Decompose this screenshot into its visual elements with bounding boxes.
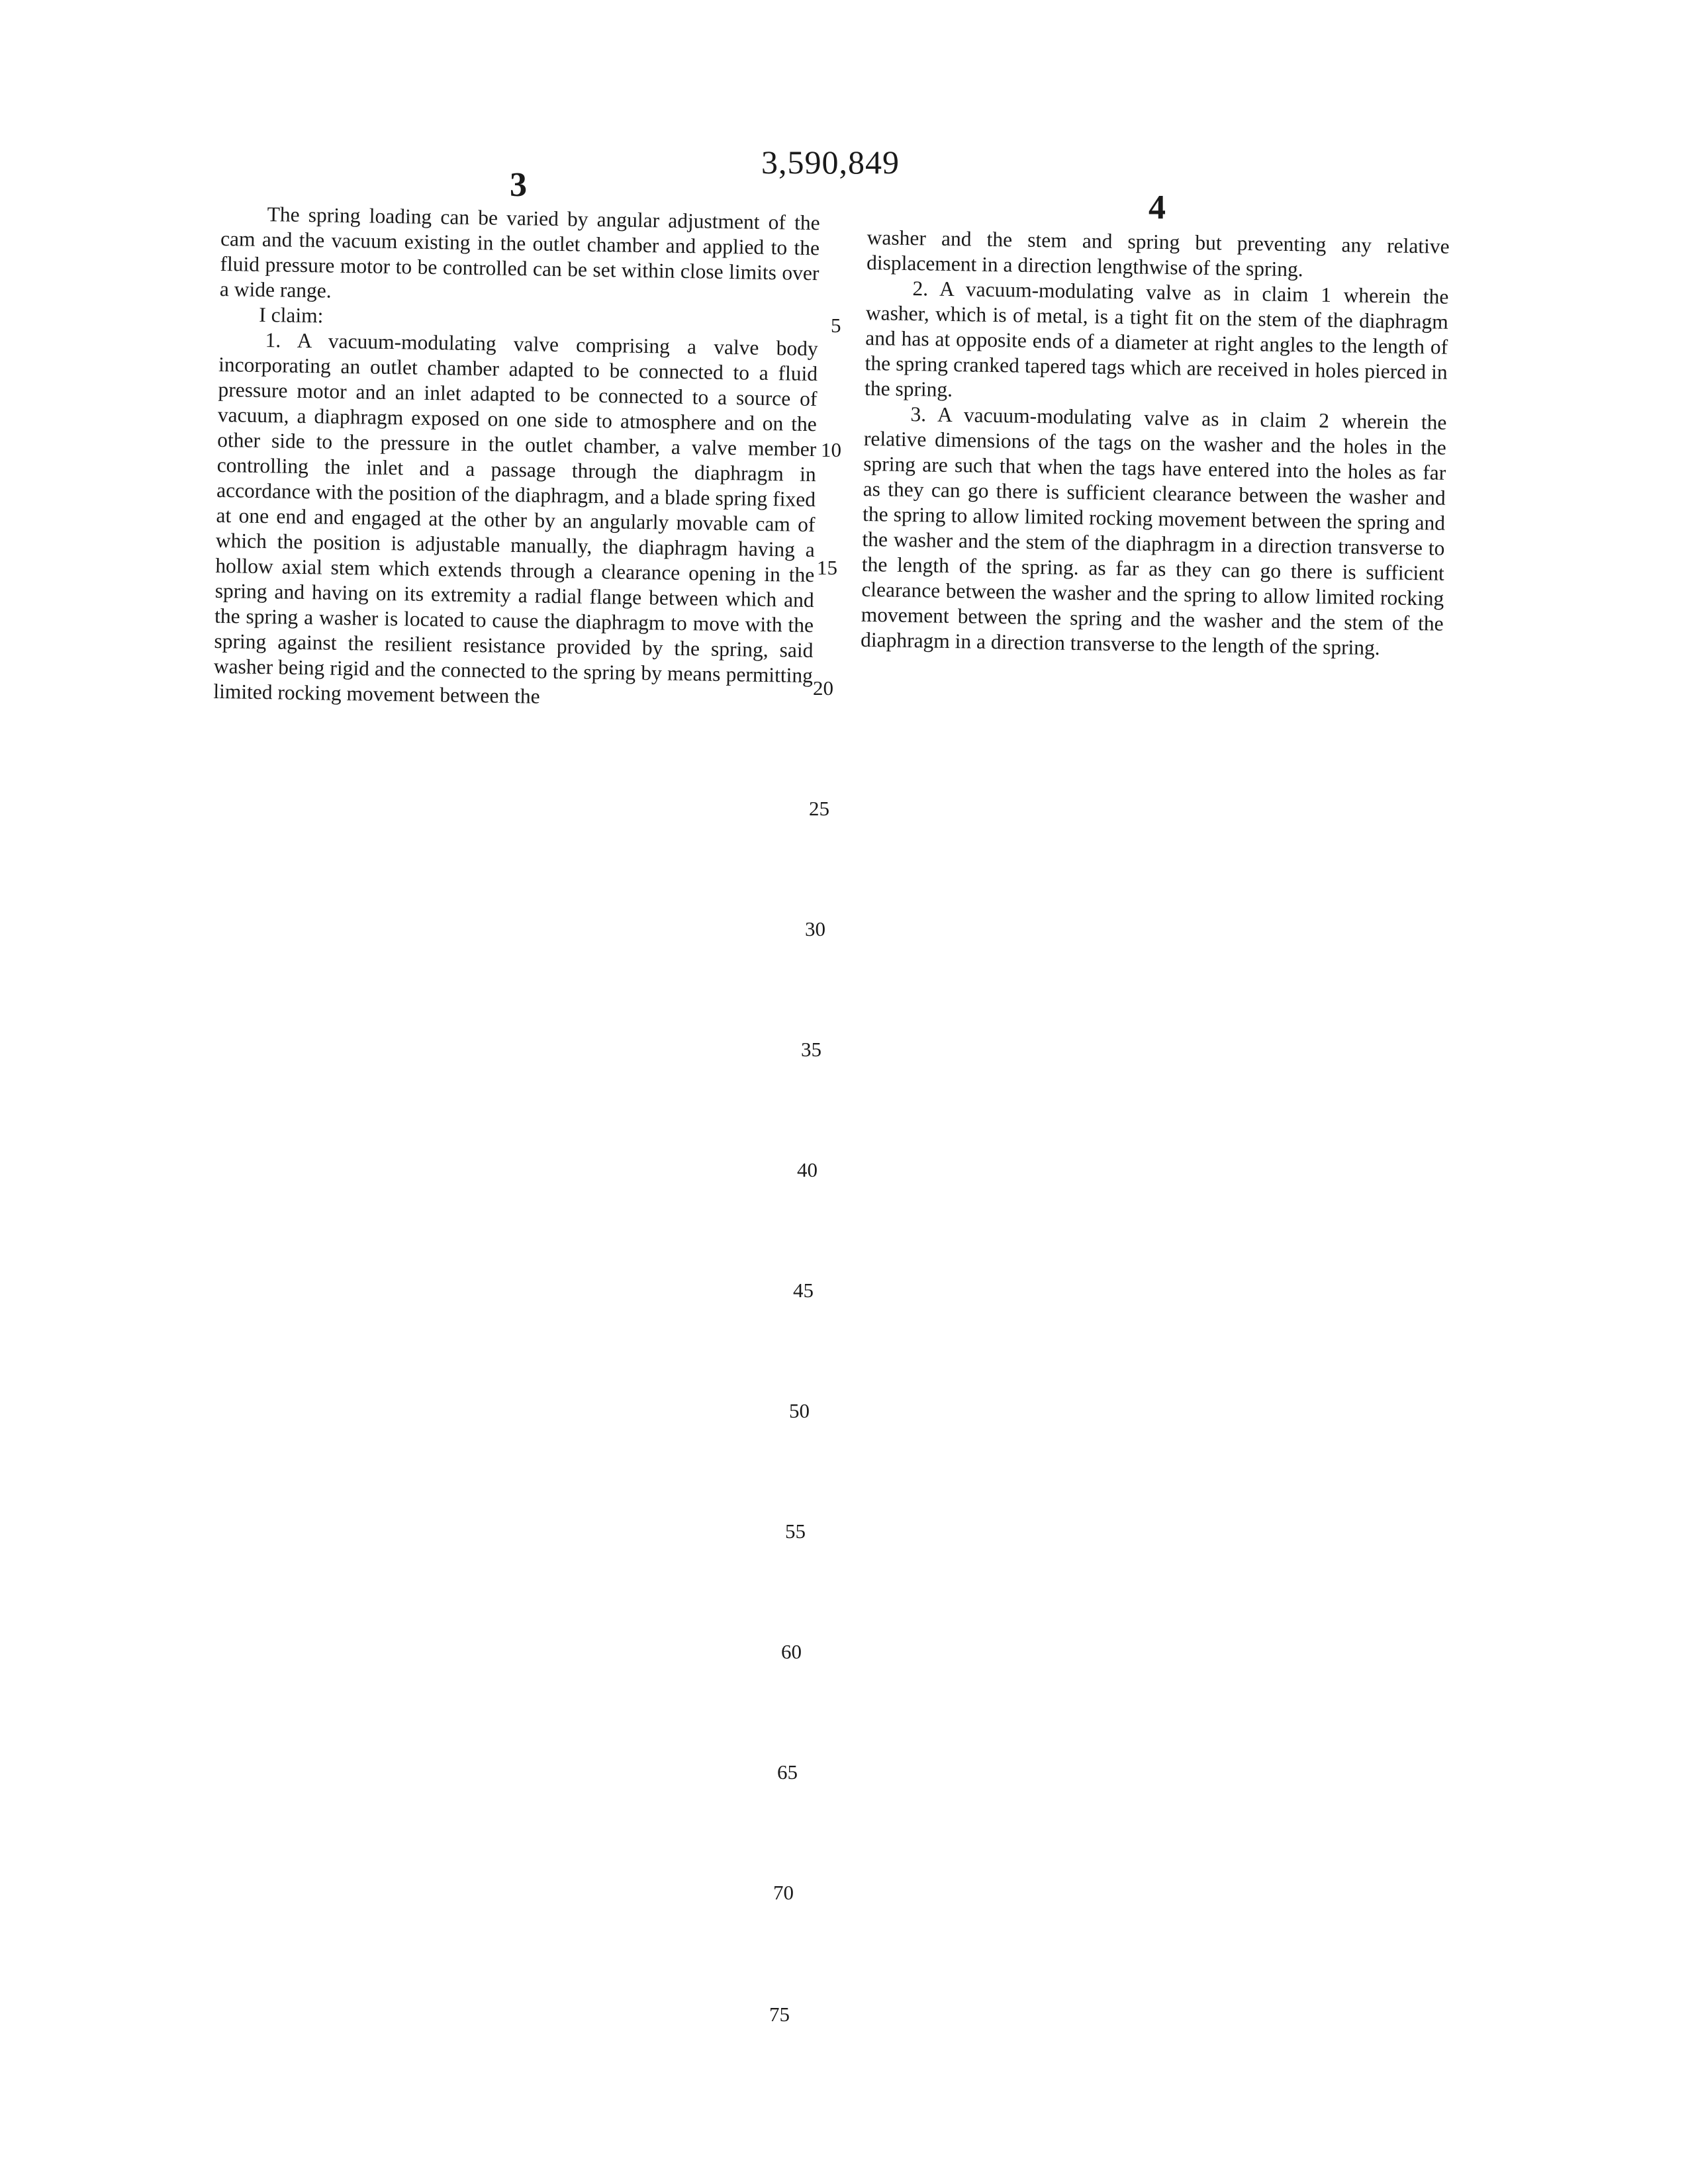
line-number: 20 — [813, 676, 833, 700]
line-number: 65 — [777, 1760, 798, 1784]
line-number: 10 — [821, 438, 841, 461]
claim-1: 1. A vacuum-modulating valve comprising a valve body incorporating an outlet chamber adapted to be connected to a fluid pressure motor and an inlet adapted to be connected to a source of vacuum, a diaphragm exposed on one side to atmosphere and on the other side to the pressure in the outlet chamber, a valve member controlling the inlet and a passage through the diaphragm in accordance with the position of the diaphragm, and a blade spring fixed at one end and engaged at the other by an angularly movable cam of which the position is adjustable manually, the diaphragm having a hollow axial stem which extends through a clearance opening in the spring and having on its extremity a radial flange between which and the spring a washer is located to cause the diaphragm to move with the spring against the resilient resistance provided by the spring, said washer being rigid and the connected to the spring by means permitting limited rocking movement between the — [213, 328, 818, 708]
line-number: 45 — [793, 1279, 814, 1302]
patent-number: 3,590,849 — [761, 144, 900, 181]
column-number-left: 3 — [510, 166, 527, 204]
claim-2: 2. A vacuum-modulating valve as in claim 1 wherein the washer, which is of metal, is a tight fit on the stem of the diaphragm and has at opposite ends of a diameter at right angles to the length of the spring cranked tapered tags which are received in holes pierced in the spring. — [864, 277, 1449, 402]
line-number: 40 — [797, 1158, 818, 1181]
claim-1-continuation: washer and the stem and spring but preventing any relative displacement in a direction lengthwise of the spring. — [866, 225, 1450, 281]
line-number: 70 — [773, 1881, 794, 1904]
line-number: 35 — [801, 1038, 821, 1061]
line-number: 55 — [785, 1520, 806, 1543]
line-number: 60 — [781, 1640, 802, 1663]
line-number: 75 — [769, 2003, 790, 2026]
line-number: 15 — [817, 556, 837, 579]
column-number-right: 4 — [1149, 189, 1166, 226]
line-number: 5 — [831, 314, 841, 337]
left-text-column — [213, 201, 820, 713]
claim-3: 3. A vacuum-modulating valve as in claim 2 wherein the relative dimensions of the tags on the washer and the holes in the spring are such that when the tags have entered into the holes as far as they can go there is sufficient clearance between the washer and the spring to allow limited rocking movement between the spring and the washer and the stem of the diaphragm in a direction transverse to the length of the spring. as far as they can go there is sufficient clearance between the washer and the spring to allow limited rocking movement between the spring and the washer and the stem of the diaphragm in a direction transverse to the length of the spring. — [860, 402, 1447, 660]
line-number: 30 — [805, 917, 825, 940]
description-paragraph: The spring loading can be varied by angular adjustment of the cam and the vacuum existing in the outlet chamber and applied to the fluid pressure motor to be controlled can be set within close limits over a wide range. — [219, 203, 820, 302]
line-number: 50 — [789, 1399, 810, 1422]
line-number: 25 — [809, 797, 829, 820]
right-text-column — [861, 225, 1450, 662]
claim-intro: I claim: — [259, 302, 324, 328]
